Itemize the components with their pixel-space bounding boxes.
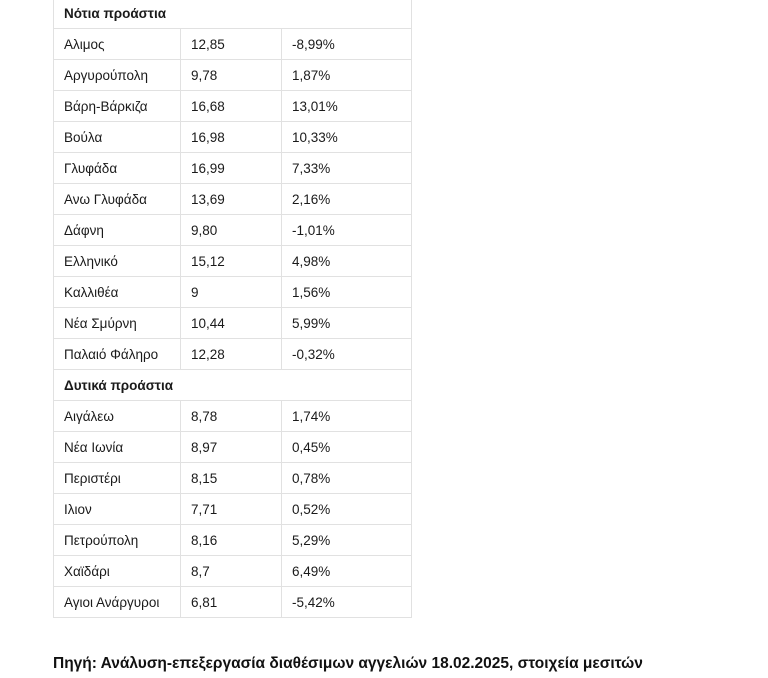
table-row [54, 463, 412, 494]
area-cell: Νέα Σμύρνη [54, 308, 181, 339]
change-cell: 7,33% [282, 153, 412, 184]
area-cell: Καλλιθέα [54, 277, 181, 308]
area-cell: Αγιοι Ανάργυροι [54, 587, 181, 618]
area-cell: Νέα Ιωνία [54, 432, 181, 463]
area-cell: Βούλα [54, 122, 181, 153]
area-cell: Αργυρούπολη [54, 60, 181, 91]
change-cell: 5,29% [282, 525, 412, 556]
table-row [54, 401, 412, 432]
table-row [54, 29, 412, 60]
value-cell: 16,68 [181, 91, 282, 122]
change-cell: 0,78% [282, 463, 412, 494]
table-row [54, 556, 412, 587]
area-cell: Χαϊδάρι [54, 556, 181, 587]
area-cell: Παλαιό Φάληρο [54, 339, 181, 370]
change-cell: 4,98% [282, 246, 412, 277]
value-cell: 15,12 [181, 246, 282, 277]
table-row [54, 494, 412, 525]
value-cell: 12,85 [181, 29, 282, 60]
value-cell: 8,7 [181, 556, 282, 587]
table-row [54, 277, 412, 308]
table-row [54, 339, 412, 370]
value-cell: 8,15 [181, 463, 282, 494]
area-cell: Ανω Γλυφάδα [54, 184, 181, 215]
change-cell: 0,45% [282, 432, 412, 463]
change-cell: 0,52% [282, 494, 412, 525]
change-cell: 5,99% [282, 308, 412, 339]
area-cell: Πετρούπολη [54, 525, 181, 556]
area-cell: Αλιμος [54, 29, 181, 60]
area-cell: Γλυφάδα [54, 153, 181, 184]
change-cell: -0,32% [282, 339, 412, 370]
table-row [54, 432, 412, 463]
value-cell: 8,78 [181, 401, 282, 432]
table-row [54, 153, 412, 184]
table-row [54, 91, 412, 122]
value-cell: 9,78 [181, 60, 282, 91]
suburbs-table-body [54, 0, 412, 618]
change-cell: -1,01% [282, 215, 412, 246]
area-cell: Βάρη-Βάρκιζα [54, 91, 181, 122]
table-row [54, 122, 412, 153]
section-header-row [54, 0, 412, 29]
table-row [54, 587, 412, 618]
value-cell: 13,69 [181, 184, 282, 215]
table-row [54, 215, 412, 246]
area-cell: Δάφνη [54, 215, 181, 246]
change-cell: -5,42% [282, 587, 412, 618]
value-cell: 10,44 [181, 308, 282, 339]
change-cell: 6,49% [282, 556, 412, 587]
area-cell: Ιλιον [54, 494, 181, 525]
table-row [54, 525, 412, 556]
change-cell: -8,99% [282, 29, 412, 60]
table-row [54, 246, 412, 277]
suburbs-table [53, 0, 412, 618]
area-cell: Αιγάλεω [54, 401, 181, 432]
value-cell: 7,71 [181, 494, 282, 525]
table-row [54, 184, 412, 215]
change-cell: 10,33% [282, 122, 412, 153]
value-cell: 9,80 [181, 215, 282, 246]
value-cell: 8,16 [181, 525, 282, 556]
value-cell: 9 [181, 277, 282, 308]
value-cell: 12,28 [181, 339, 282, 370]
change-cell: 2,16% [282, 184, 412, 215]
value-cell: 16,98 [181, 122, 282, 153]
source-note: Πηγή: Ανάλυση-επεξεργασία διαθέσιμων αγγελιών 18.02.2025, στοιχεία μεσιτών [53, 655, 643, 672]
area-cell: Περιστέρι [54, 463, 181, 494]
value-cell: 16,99 [181, 153, 282, 184]
change-cell: 1,56% [282, 277, 412, 308]
table-row [54, 60, 412, 91]
section-title: Δυτικά προάστια [54, 370, 412, 401]
value-cell: 6,81 [181, 587, 282, 618]
change-cell: 13,01% [282, 91, 412, 122]
change-cell: 1,87% [282, 60, 412, 91]
change-cell: 1,74% [282, 401, 412, 432]
area-cell: Ελληνικό [54, 246, 181, 277]
section-header-row [54, 370, 412, 401]
table-row [54, 308, 412, 339]
value-cell: 8,97 [181, 432, 282, 463]
section-title: Νότια προάστια [54, 0, 412, 29]
